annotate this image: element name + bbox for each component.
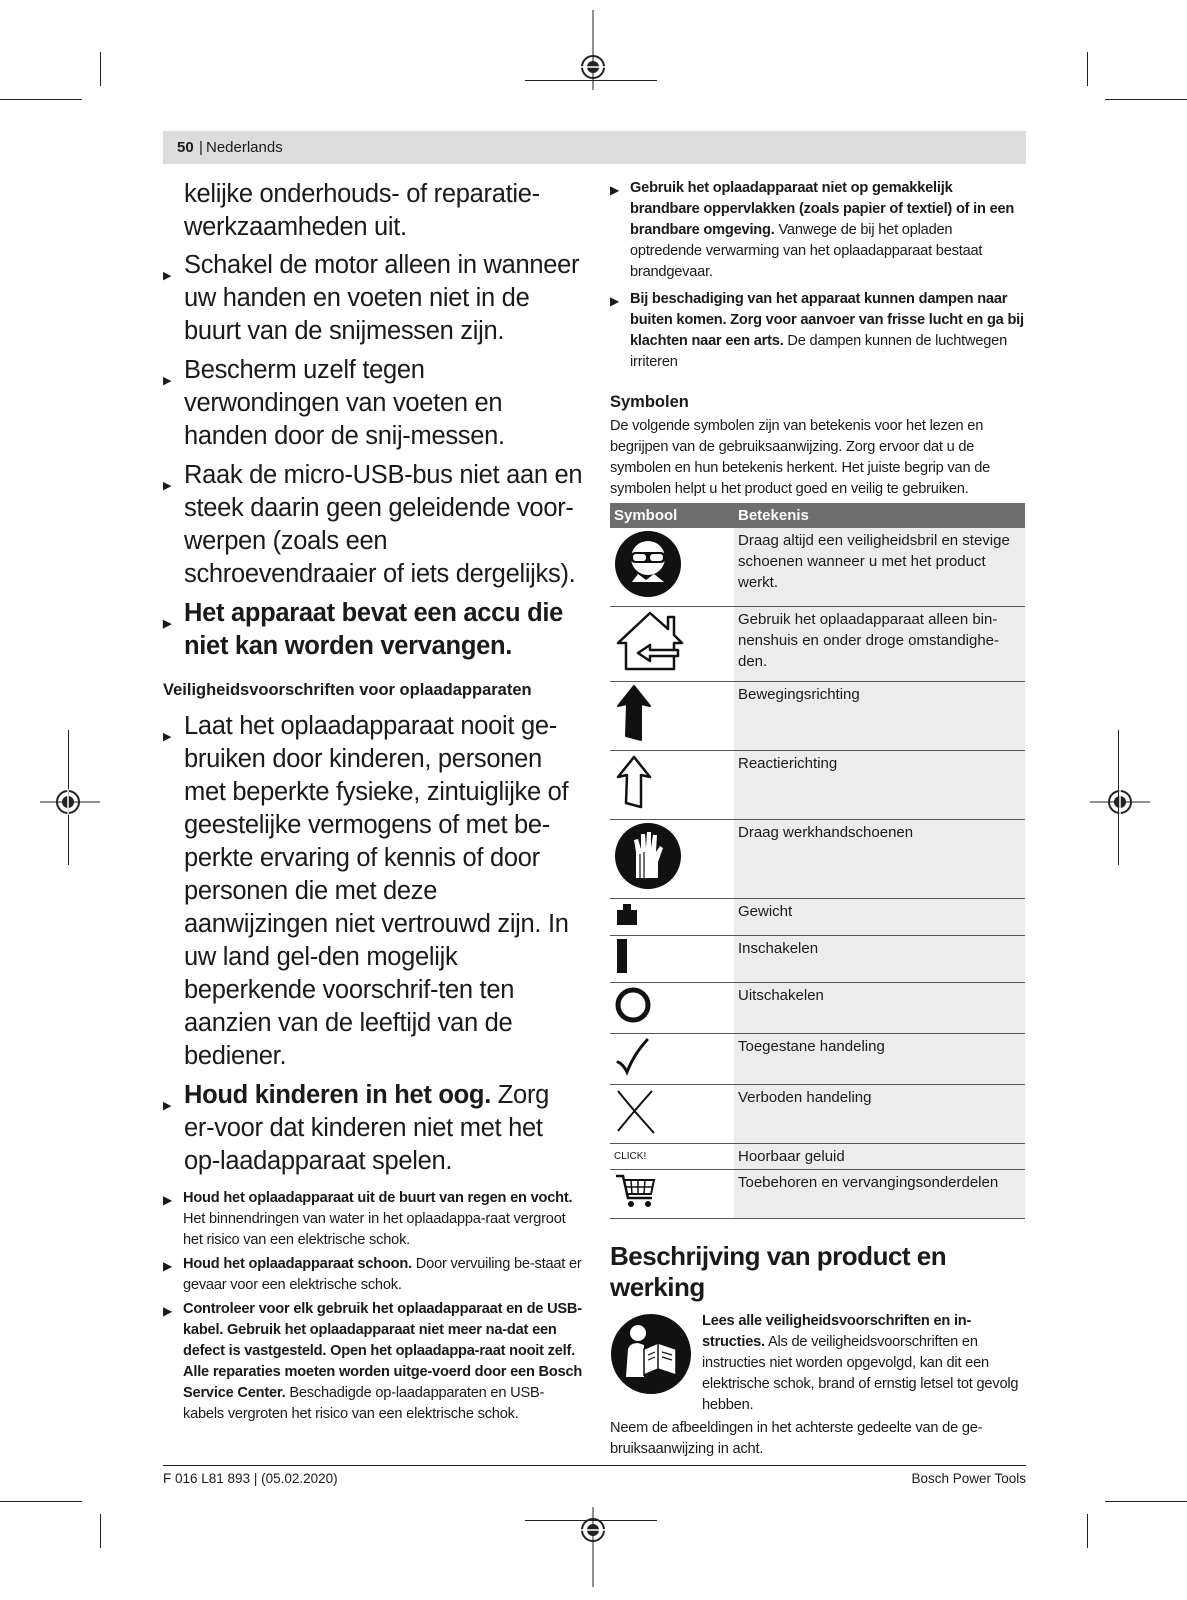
symbol-cell xyxy=(610,528,734,607)
bullet-item: ▶ Bescherm uzelf tegen verwondingen van voeten en handen door de snij-messen. xyxy=(163,354,583,453)
meaning-cell: Hoorbaar geluid xyxy=(734,1144,1025,1170)
bullet-bold-text: Bij beschadiging van het apparaat kunnen dampen naar buiten komen. Zorg voor aanvoer van frisse lucht en ga bij klachten naar een arts. xyxy=(630,291,1024,349)
symbol-cell xyxy=(610,607,734,682)
product-description-heading: Beschrijving van product en werking xyxy=(610,1241,947,1302)
meaning-cell: Uitschakelen xyxy=(734,983,1025,1034)
meaning-cell: Reactierichting xyxy=(734,751,1025,820)
small-bullet-list xyxy=(163,1188,583,1425)
table-row xyxy=(610,751,1025,820)
header-language: Nederlands xyxy=(206,139,283,156)
symbol-cell xyxy=(610,1034,734,1085)
bullet-text: Vanwege de bij het opladen optredende verwarming van het oplaadapparaat bestaat brandgevaar. xyxy=(630,222,983,280)
symbols-intro: De volgende symbolen zijn van betekenis voor het lezen en begrijpen van de gebruiksaanwijzing. Zorg ervoor dat u de symbolen en hun betekenis herkent. Het juiste begrip van de symbolen helpt u het product goed en veilig te gebruiken. xyxy=(610,418,991,497)
large-bullet-list xyxy=(163,249,583,663)
meaning-cell: Inschakelen xyxy=(734,936,1025,983)
registration-mark-icon xyxy=(576,10,610,90)
crop-mark xyxy=(1105,99,1187,100)
meaning-cell: Gewicht xyxy=(734,899,1025,936)
cart-icon xyxy=(614,1172,658,1210)
bullet-text: Zorg er-voor dat kinderen niet met het op-laadapparaat spelen. xyxy=(184,1081,550,1175)
bullet-text: Beschadigde op-laadapparaten en USB-kabels vergroten het risico van een elektrische schok. xyxy=(183,1385,545,1422)
registration-mark-icon xyxy=(576,1507,610,1587)
table-row xyxy=(610,682,1025,751)
table-row xyxy=(610,1034,1025,1085)
goggles-boots-icon xyxy=(614,530,682,598)
meaning-cell: Verboden handeling xyxy=(734,1085,1025,1144)
continuation-text: kelijke onderhouds- of reparatie-werkzaamheden uit. xyxy=(184,180,540,241)
read-manual-block xyxy=(610,1311,1025,1423)
table-header-row xyxy=(610,503,1025,528)
meaning-cell: Bewegingsrichting xyxy=(734,682,1025,751)
table-row xyxy=(610,936,1025,983)
bullet-text: Het binnendringen van water in het oplaadappa-raat vergroot het risico van een elektrische schok. xyxy=(183,1211,566,1248)
symbol-cell xyxy=(610,1085,734,1144)
bullet-bold-text: Houd kinderen in het oog. xyxy=(184,1081,491,1109)
table-row xyxy=(610,1170,1025,1219)
click-icon: CLICK! xyxy=(610,1144,734,1170)
table-row xyxy=(610,1144,1025,1170)
table-row xyxy=(610,899,1025,936)
charger-bullet-list xyxy=(163,710,583,1178)
read-manual-text xyxy=(702,1311,1025,1416)
crop-mark xyxy=(1087,52,1088,86)
symbols-table xyxy=(610,503,1025,1219)
bullet-text: De dampen kunnen de luchtwegen irriteren xyxy=(630,333,1007,370)
bullet-item: ▶ Schakel de motor alleen in wanneer uw handen en voeten niet in de buurt van de snijmessen zijn. xyxy=(163,249,583,348)
table-row xyxy=(610,528,1025,607)
crop-mark xyxy=(1105,1501,1187,1502)
table-row xyxy=(610,1085,1025,1144)
indoor-house-icon xyxy=(614,609,686,673)
footer-doc-id: F 016 L81 893 | (05.02.2020) xyxy=(163,1471,338,1486)
gloves-icon xyxy=(614,822,682,890)
bullet-bold-text: Controleer voor elk gebruik het oplaadapparaat en de USB-kabel. Gebruik het oplaadapparaat niet meer na-dat een defect is vastgesteld. Open het oplaadappa-raat nooit zelf. Alle reparaties moeten worden uitge-voerd door een Bosch Service Center. xyxy=(183,1301,583,1401)
bullet-item xyxy=(163,1254,583,1296)
bullet-item xyxy=(610,178,1025,283)
crop-mark xyxy=(0,1501,82,1502)
crop-mark xyxy=(100,52,101,86)
bullet-bold-text: Gebruik het oplaadapparaat niet op gemakkelijk brandbare oppervlakken (zoals papier of textiel) of in een brandbare omgeving. xyxy=(630,180,1015,238)
bullet-item xyxy=(163,1299,583,1425)
column-header-symbol: Symbool xyxy=(610,503,734,528)
header-separator: | xyxy=(199,139,203,156)
power-on-icon xyxy=(614,938,634,974)
bullet-item xyxy=(610,289,1025,373)
bullet-item-supervise xyxy=(163,1079,583,1178)
footer-brand: Bosch Power Tools xyxy=(911,1471,1026,1486)
registration-mark-icon xyxy=(1090,785,1150,819)
symbol-cell xyxy=(610,751,734,820)
power-off-icon xyxy=(614,985,654,1025)
read-manual-body: Als de veiligheidsvoorschriften en instructies niet worden opgevolgd, kan dit een elektrische schok, brand of ernstig letsel tot gevolg hebben. xyxy=(702,1334,1019,1413)
crop-mark xyxy=(100,1514,101,1548)
footer-rule xyxy=(163,1465,1026,1466)
table-row xyxy=(610,607,1025,682)
bullet-item-children: ▶ Laat het oplaadapparaat nooit ge-bruiken door kinderen, personen met beperkte fysieke, zintuiglijke of geestelijke vermogens of met be-perkte ervaring of kennis of door personen die met deze aanwijzingen niet vertrouwd zijn. In uw land gel-den mogelijk beperkende voorschrif-ten ten aanzien van de leeftijd van de bediener. xyxy=(163,710,583,1073)
bullet-item: ▶ Raak de micro-USB-bus niet aan en steek daarin geen geleidende voor-werpen (zoals een schroevendraaier of iets dergelijks). xyxy=(163,459,583,591)
meaning-cell: Toegestane handeling xyxy=(734,1034,1025,1085)
table-row xyxy=(610,983,1025,1034)
read-manual-bold: Lees alle veiligheidsvoorschriften en in-structies. xyxy=(702,1313,972,1350)
cross-icon xyxy=(614,1087,658,1135)
left-column xyxy=(163,178,583,1428)
symbol-cell xyxy=(610,820,734,899)
crop-mark xyxy=(0,99,82,100)
page-header xyxy=(163,131,1026,164)
registration-mark-icon xyxy=(40,785,100,819)
section-heading-charger-safety: Veiligheidsvoorschriften voor oplaadapparaten xyxy=(163,681,532,699)
weight-icon xyxy=(614,901,640,927)
bullet-item-battery: ▶ Het apparaat bevat een accu die niet kan worden vervangen. xyxy=(163,597,583,663)
meaning-cell: Toebehoren en vervangingsonderdelen xyxy=(734,1170,1025,1219)
arrow-filled-icon xyxy=(614,684,654,742)
arrow-outline-icon xyxy=(614,753,654,811)
read-manual-icon xyxy=(610,1313,692,1395)
bullet-item xyxy=(163,1188,583,1251)
symbol-cell xyxy=(610,899,734,936)
right-bullet-list xyxy=(610,178,1025,373)
symbol-cell xyxy=(610,936,734,983)
right-column xyxy=(610,178,1025,1460)
page-number: 50 xyxy=(177,139,194,156)
symbol-cell xyxy=(610,983,734,1034)
meaning-cell: Draag werkhandschoenen xyxy=(734,820,1025,899)
symbol-cell xyxy=(610,682,734,751)
meaning-cell: Draag altijd een veiligheidsbril en stevige schoenen wanneer u met het product werkt. xyxy=(734,528,1025,607)
symbols-heading: Symbolen xyxy=(610,393,689,411)
table-row xyxy=(610,820,1025,899)
bullet-bold-text: Houd het oplaadapparaat uit de buurt van regen en vocht. xyxy=(183,1190,573,1206)
check-icon xyxy=(614,1036,654,1076)
bullet-bold-text: Houd het oplaadapparaat schoon. xyxy=(183,1256,412,1272)
column-header-meaning: Betekenis xyxy=(734,503,1025,528)
bullet-text: Door vervuiling be-staat er gevaar voor een elektrische schok. xyxy=(183,1256,582,1293)
fold-out-note: Neem de afbeeldingen in het achterste gedeelte van de ge-bruiksaanwijzing in acht. xyxy=(610,1420,983,1457)
crop-mark xyxy=(1087,1514,1088,1548)
meaning-cell: Gebruik het oplaadapparaat alleen bin-nenshuis en onder droge omstandighe-den. xyxy=(734,607,1025,682)
symbol-cell xyxy=(610,1170,734,1219)
